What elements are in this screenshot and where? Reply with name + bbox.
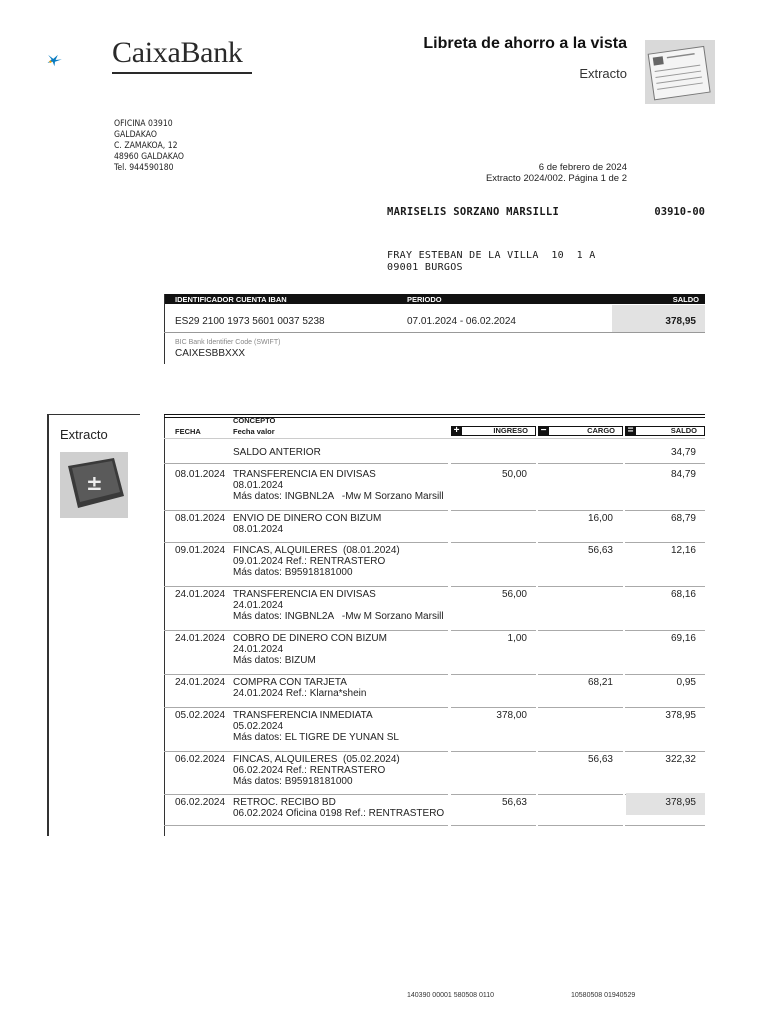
concept-line: TRANSFERENCIA INMEDIATA: [233, 710, 373, 721]
row-concept: [233, 710, 399, 743]
row-concept: [233, 513, 381, 535]
row-concept: [233, 633, 387, 666]
row-concept: [233, 677, 366, 699]
row-fecha: 24.01.2024: [175, 633, 226, 644]
concept-line: Más datos: B95918181000: [233, 776, 353, 787]
row-concept: [233, 797, 444, 819]
caixabank-logo: [47, 36, 107, 84]
row-ingreso: 56,63: [501, 797, 527, 808]
office-line: OFICINA 03910: [114, 119, 173, 129]
row-separator: [625, 674, 705, 675]
row-ingreso: 378,00: [496, 710, 527, 721]
row-saldo: 0,95: [676, 677, 696, 688]
row-saldo: 69,16: [670, 633, 696, 644]
concept-line: 06.02.2024 Oficina 0198 Ref.: RENTRASTERO: [233, 808, 445, 819]
concept-line: Más datos: INGBNL2A -Mw M Sorzano Marsill: [233, 491, 444, 502]
saldo-col-header: [625, 426, 705, 436]
concept-line: 06.02.2024 Ref.: RENTRASTERO: [233, 765, 386, 776]
row-separator: [625, 825, 705, 826]
row-separator: [451, 630, 536, 631]
row-separator: [625, 463, 705, 464]
row-fecha: 08.01.2024: [175, 469, 226, 480]
passbook-image: [645, 40, 715, 104]
row-ingreso: 56,00: [501, 589, 527, 600]
iban-value: ES29 2100 1973 5601 0037 5238: [175, 316, 325, 327]
row-saldo: 84,79: [670, 469, 696, 480]
opening-concept: SALDO ANTERIOR: [233, 447, 321, 458]
saldo-value: 378,95: [665, 316, 696, 327]
period-value: 07.01.2024 - 06.02.2024: [407, 316, 516, 327]
row-separator: [164, 674, 448, 675]
divider: [164, 414, 165, 836]
concept-line: COMPRA CON TARJETA: [233, 677, 347, 688]
row-cargo: 56,63: [587, 545, 613, 556]
concept-line: 08.01.2024: [233, 524, 284, 535]
holder-code: 03910-00: [654, 206, 705, 218]
row-concept: [233, 469, 444, 502]
footer-code: 140390 00001 580508 0110: [407, 992, 495, 999]
office-line: 48960 GALDAKAO: [114, 152, 185, 162]
row-separator: [538, 707, 623, 708]
row-fecha: 08.01.2024: [175, 513, 226, 524]
office-line: Tel. 944590180: [114, 163, 174, 173]
row-separator: [164, 542, 448, 543]
concept-line: 09.01.2024 Ref.: RENTRASTERO: [233, 556, 386, 567]
row-separator: [538, 794, 623, 795]
row-saldo: 322,32: [665, 754, 696, 765]
row-concept: [233, 545, 400, 578]
row-cargo: 56,63: [587, 754, 613, 765]
opening-saldo: 34,79: [670, 447, 696, 458]
concept-line: FINCAS, ALQUILERES (05.02.2024): [233, 754, 400, 765]
saldo-header: SALDO: [672, 295, 699, 304]
divider: [164, 294, 165, 364]
row-separator: [538, 751, 623, 752]
row-separator: [164, 707, 448, 708]
office-line: C. ZAMAKOA, 12: [114, 141, 178, 151]
divider: [47, 414, 49, 836]
cargo-header-label: CARGO: [587, 426, 615, 435]
row-separator: [538, 463, 623, 464]
row-separator: [625, 707, 705, 708]
holder-name: MARISELIS SORZANO MARSILLI: [387, 206, 560, 218]
concept-line: Más datos: INGBNL2A -Mw M Sorzano Marsill: [233, 611, 444, 622]
svg-text:±: ±: [86, 471, 103, 495]
statement-date: 6 de febrero de 2024: [538, 162, 627, 173]
concept-line: 08.01.2024: [233, 480, 284, 491]
bic-value: CAIXESBBXXX: [175, 348, 246, 359]
row-saldo: 378,95: [665, 797, 696, 808]
row-separator: [451, 463, 536, 464]
row-separator: [451, 825, 536, 826]
row-separator: [538, 674, 623, 675]
row-saldo: 68,79: [670, 513, 696, 524]
concept-line: FINCAS, ALQUILERES (08.01.2024): [233, 545, 400, 556]
brand-name: CaixaBank: [112, 36, 243, 69]
row-separator: [164, 825, 448, 826]
row-separator: [451, 510, 536, 511]
row-separator: [164, 794, 448, 795]
row-separator: [451, 707, 536, 708]
equals-icon: =: [625, 426, 636, 436]
brand-underline: [112, 72, 252, 74]
row-separator: [451, 751, 536, 752]
minus-icon: −: [538, 426, 549, 436]
row-separator: [538, 630, 623, 631]
row-separator: [451, 586, 536, 587]
fecha-valor-header: Fecha valor: [233, 427, 275, 436]
period-header: PERIODO: [407, 295, 442, 304]
address-line: 09001 BURGOS: [387, 262, 463, 273]
concepto-header: CONCEPTO: [233, 416, 276, 425]
row-fecha: 06.02.2024: [175, 754, 226, 765]
row-separator: [164, 751, 448, 752]
document-title: Libreta de ahorro a la vista: [423, 35, 627, 52]
row-separator: [451, 794, 536, 795]
row-saldo: 68,16: [670, 589, 696, 600]
address-line: FRAY ESTEBAN DE LA VILLA 10 1 A: [387, 250, 596, 261]
row-separator: [164, 630, 448, 631]
concept-line: 24.01.2024: [233, 600, 284, 611]
row-separator: [538, 825, 623, 826]
row-separator: [451, 674, 536, 675]
document-subtitle: Extracto: [579, 66, 627, 81]
saldo-col-header-label: SALDO: [670, 426, 697, 435]
star-icon: [48, 55, 62, 66]
concept-line: TRANSFERENCIA EN DIVISAS: [233, 589, 376, 600]
iban-header: IDENTIFICADOR CUENTA IBAN: [175, 295, 287, 304]
footer-code: 10580508 01940529: [571, 992, 636, 999]
row-cargo: 68,21: [587, 677, 613, 688]
concept-line: TRANSFERENCIA EN DIVISAS: [233, 469, 376, 480]
row-cargo: 16,00: [587, 513, 613, 524]
holder-address: [387, 250, 596, 274]
row-separator: [625, 510, 705, 511]
divider: [164, 332, 705, 333]
divider: [164, 414, 705, 415]
statement-info: [486, 162, 627, 184]
row-fecha: 24.01.2024: [175, 589, 226, 600]
concept-line: Más datos: B95918181000: [233, 567, 353, 578]
row-concept: [233, 754, 400, 787]
row-separator: [538, 542, 623, 543]
bic-label: BIC Bank Identifier Code (SWIFT): [175, 339, 281, 346]
row-separator: [625, 542, 705, 543]
row-concept: [233, 589, 444, 622]
row-saldo: 12,16: [670, 545, 696, 556]
divider: [164, 438, 705, 439]
row-separator: [625, 586, 705, 587]
side-label: Extracto: [60, 427, 108, 442]
concept-line: 24.01.2024: [233, 644, 284, 655]
row-separator: [164, 586, 448, 587]
row-ingreso: 50,00: [501, 469, 527, 480]
office-address: [114, 119, 184, 174]
row-separator: [625, 751, 705, 752]
row-separator: [164, 463, 448, 464]
office-line: GALDAKAO: [114, 130, 157, 140]
concept-line: COBRO DE DINERO CON BIZUM: [233, 633, 387, 644]
ingreso-header: [451, 426, 536, 436]
concept-line: Más datos: EL TIGRE DE YUNAN SL: [233, 732, 399, 743]
statement-ref: Extracto 2024/002. Página 1 de 2: [485, 173, 627, 184]
concept-line: Más datos: BIZUM: [233, 655, 316, 666]
row-separator: [538, 510, 623, 511]
row-separator: [538, 586, 623, 587]
row-separator: [625, 630, 705, 631]
plus-icon: +: [451, 426, 462, 436]
concept-line: 24.01.2024 Ref.: Klarna*shein: [233, 688, 367, 699]
concept-line: ENVIO DE DINERO CON BIZUM: [233, 513, 382, 524]
row-fecha: 06.02.2024: [175, 797, 226, 808]
row-ingreso: 1,00: [507, 633, 527, 644]
concept-line: 05.02.2024: [233, 721, 284, 732]
cargo-header: [538, 426, 623, 436]
account-table-header: [164, 294, 705, 304]
row-fecha: 24.01.2024: [175, 677, 226, 688]
concept-line: RETROC. RECIBO BD: [233, 797, 336, 808]
row-fecha: 09.01.2024: [175, 545, 226, 556]
row-saldo: 378,95: [665, 710, 696, 721]
divider: [47, 414, 140, 415]
fecha-header: FECHA: [175, 427, 201, 436]
calculator-key-icon: [60, 452, 128, 518]
row-separator: [451, 542, 536, 543]
ingreso-header-label: INGRESO: [493, 426, 528, 435]
row-fecha: 05.02.2024: [175, 710, 226, 721]
row-separator: [164, 510, 448, 511]
